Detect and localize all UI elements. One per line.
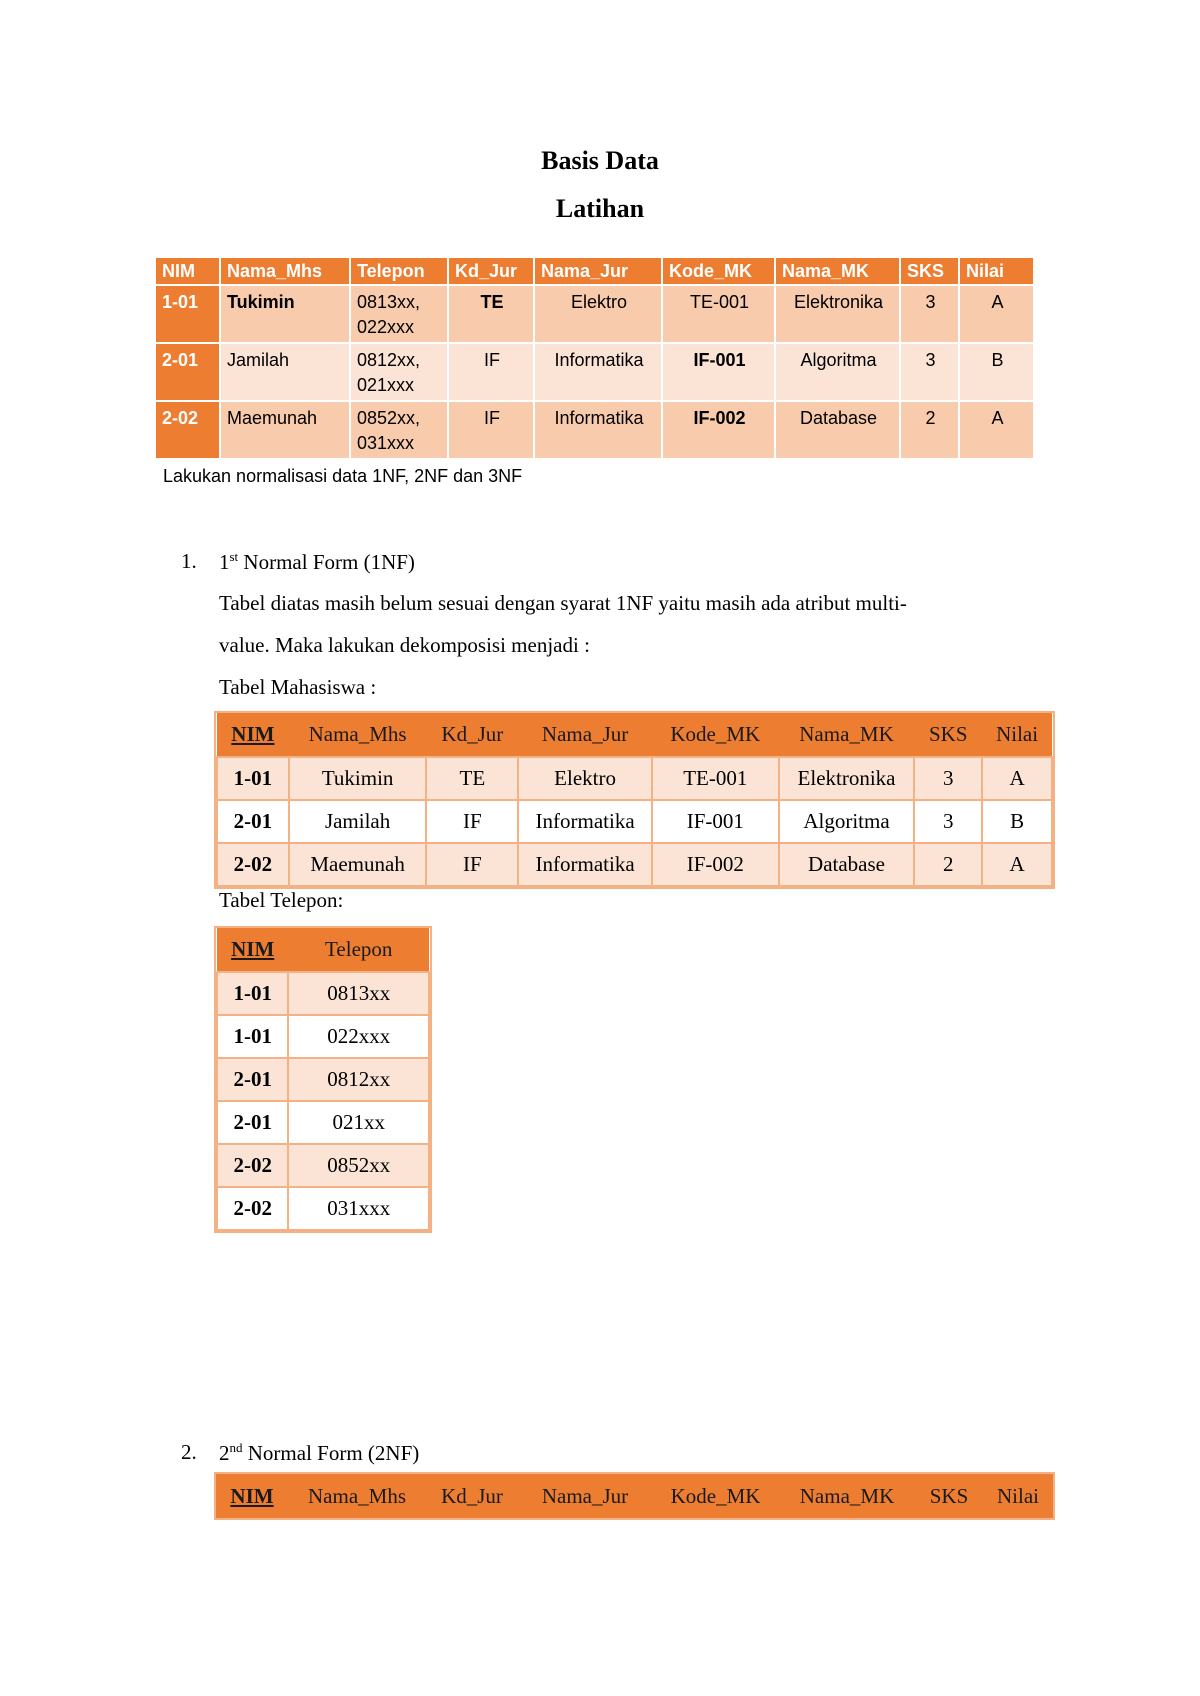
table-cell: Tukimin xyxy=(289,757,427,800)
table-cell: IF-001 xyxy=(652,800,779,843)
table-cell: 022xxx xyxy=(288,1015,429,1058)
table-cell: 2-01 xyxy=(217,1058,288,1101)
table-cell: 3 xyxy=(914,757,982,800)
table-cell: Informatika xyxy=(518,800,652,843)
table-row xyxy=(217,757,1052,800)
table-row xyxy=(217,1015,429,1058)
sks-cell: 2 xyxy=(901,400,960,458)
table-cell: IF xyxy=(426,800,518,843)
section-2-number: 2. xyxy=(181,1440,197,1464)
nama-mhs-cell: Maemunah xyxy=(221,400,351,458)
source-table xyxy=(156,258,1033,458)
nilai-cell: B xyxy=(960,342,1033,400)
table-row xyxy=(217,972,429,1015)
table-cell: 2-01 xyxy=(217,1101,288,1144)
table-row xyxy=(217,1101,429,1144)
section-2-heading xyxy=(219,1440,419,1466)
document-subtitle: Latihan xyxy=(555,194,645,223)
nama-mhs-cell: Jamilah xyxy=(221,342,351,400)
nama-mk-cell: Algoritma xyxy=(776,342,901,400)
header-cell: Nilai xyxy=(960,258,1033,284)
header-cell: Nama_Mhs xyxy=(221,258,351,284)
table-row xyxy=(217,1187,429,1230)
table-cell: IF-002 xyxy=(652,843,779,886)
mahasiswa-table-label: Tabel Mahasiswa : xyxy=(219,675,377,699)
heading-ordinal: 1 xyxy=(219,550,230,574)
table-row xyxy=(217,1058,429,1101)
header-cell: Telepon xyxy=(351,258,449,284)
kd-jur-cell: TE xyxy=(449,284,535,342)
sks-cell: 3 xyxy=(901,342,960,400)
header-cell: Nama_Jur xyxy=(518,1474,652,1518)
table-cell: 021xx xyxy=(288,1101,429,1144)
table-row xyxy=(217,800,1052,843)
source-table-header xyxy=(156,258,1033,284)
nim-cell: 1-01 xyxy=(156,284,221,342)
nama-mk-cell: Database xyxy=(776,400,901,458)
header-cell: Nama_MK xyxy=(779,713,915,757)
table-cell: 0812xx xyxy=(288,1058,429,1101)
section-1-heading xyxy=(219,549,415,575)
telepon-table xyxy=(216,928,430,1231)
instruction-text: Lakukan normalisasi data 1NF, 2NF dan 3NF xyxy=(163,466,523,486)
table-row xyxy=(156,284,1033,342)
table-cell: Algoritma xyxy=(779,800,915,843)
telepon-cell xyxy=(351,400,449,458)
nim-cell: 2-01 xyxy=(156,342,221,400)
telepon-table-header xyxy=(217,928,429,972)
header-cell: Nama_Jur xyxy=(535,258,663,284)
telepon-line: 0812xx, xyxy=(357,350,421,370)
table-cell: Maemunah xyxy=(289,843,427,886)
2nf-table xyxy=(216,1474,1053,1518)
table-cell: Database xyxy=(779,843,915,886)
table-cell: A xyxy=(982,843,1052,886)
heading-ordinal: 2 xyxy=(219,1441,230,1465)
kd-jur-cell: IF xyxy=(449,400,535,458)
table-cell: Jamilah xyxy=(289,800,427,843)
table-cell: 2-02 xyxy=(217,843,289,886)
table-cell: 0813xx xyxy=(288,972,429,1015)
header-cell: Nilai xyxy=(983,1474,1053,1518)
nama-mk-cell: Elektronika xyxy=(776,284,901,342)
header-cell: Kode_MK xyxy=(652,1474,779,1518)
header-cell: NIM xyxy=(217,928,288,972)
header-cell: Nama_Mhs xyxy=(288,1474,426,1518)
header-cell: NIM xyxy=(216,1474,288,1518)
telepon-cell xyxy=(351,284,449,342)
telepon-line: 0852xx, xyxy=(357,408,421,428)
table-cell: 1-01 xyxy=(217,757,289,800)
telepon-line: 021xxx xyxy=(357,375,415,395)
table-cell: 1-01 xyxy=(217,972,288,1015)
kode-mk-cell: TE-001 xyxy=(663,284,776,342)
table-cell: 2-02 xyxy=(217,1144,288,1187)
table-cell: 1-01 xyxy=(217,1015,288,1058)
header-cell: Kode_MK xyxy=(663,258,776,284)
header-cell: Nama_Jur xyxy=(518,713,652,757)
kode-mk-cell: IF-002 xyxy=(663,400,776,458)
table-cell: TE-001 xyxy=(652,757,779,800)
nama-mhs-cell: Tukimin xyxy=(221,284,351,342)
header-cell: SKS xyxy=(914,713,982,757)
section-1-paragraph-line: value. Maka lakukan dekomposisi menjadi : xyxy=(219,633,590,657)
header-cell: NIM xyxy=(156,258,221,284)
table-cell: 2-02 xyxy=(217,1187,288,1230)
table-cell: 2-01 xyxy=(217,800,289,843)
kode-mk-cell: IF-001 xyxy=(663,342,776,400)
table-cell: B xyxy=(982,800,1052,843)
nama-jur-cell: Informatika xyxy=(535,400,663,458)
table-cell: TE xyxy=(426,757,518,800)
table-cell: A xyxy=(982,757,1052,800)
telepon-line: 031xxx xyxy=(357,433,415,453)
nilai-cell: A xyxy=(960,400,1033,458)
heading-text: Normal Form (2NF) xyxy=(242,1441,420,1465)
section-1-paragraph-line: Tabel diatas masih belum sesuai dengan syarat 1NF yaitu masih ada atribut multi- xyxy=(219,591,907,615)
2nf-table-header xyxy=(216,1474,1053,1518)
header-cell: Nama_MK xyxy=(779,1474,915,1518)
header-cell: SKS xyxy=(915,1474,983,1518)
table-row xyxy=(217,843,1052,886)
nilai-cell: A xyxy=(960,284,1033,342)
kd-jur-cell: IF xyxy=(449,342,535,400)
header-cell: NIM xyxy=(217,713,289,757)
table-cell: Informatika xyxy=(518,843,652,886)
sks-cell: 3 xyxy=(901,284,960,342)
table-cell: Elektronika xyxy=(779,757,915,800)
table-row xyxy=(156,342,1033,400)
header-cell: Kd_Jur xyxy=(426,713,518,757)
header-cell: SKS xyxy=(901,258,960,284)
document-title: Basis Data xyxy=(541,146,659,175)
heading-ordinal-suffix: nd xyxy=(229,1440,243,1455)
header-cell: Kd_Jur xyxy=(426,1474,518,1518)
header-cell: Nama_MK xyxy=(776,258,901,284)
table-row xyxy=(217,1144,429,1187)
nama-jur-cell: Informatika xyxy=(535,342,663,400)
header-cell: Kode_MK xyxy=(652,713,779,757)
header-cell: Kd_Jur xyxy=(449,258,535,284)
section-1-number: 1. xyxy=(181,549,197,573)
table-row xyxy=(156,400,1033,458)
header-cell: Nama_Mhs xyxy=(289,713,427,757)
nim-cell: 2-02 xyxy=(156,400,221,458)
heading-ordinal-suffix: st xyxy=(229,549,239,564)
telepon-cell xyxy=(351,342,449,400)
table-cell: Elektro xyxy=(518,757,652,800)
mahasiswa-table xyxy=(216,713,1053,887)
nama-jur-cell: Elektro xyxy=(535,284,663,342)
heading-text: Normal Form (1NF) xyxy=(238,550,415,574)
telepon-line: 0813xx, xyxy=(357,292,421,312)
table-cell: 2 xyxy=(914,843,982,886)
table-cell: 0852xx xyxy=(288,1144,429,1187)
header-cell: Nilai xyxy=(982,713,1052,757)
telepon-table-label: Tabel Telepon: xyxy=(219,888,344,912)
table-cell: 031xxx xyxy=(288,1187,429,1230)
header-cell: Telepon xyxy=(288,928,429,972)
telepon-line: 022xxx xyxy=(357,317,415,337)
table-cell: IF xyxy=(426,843,518,886)
mahasiswa-table-header xyxy=(217,713,1052,757)
table-cell: 3 xyxy=(914,800,982,843)
